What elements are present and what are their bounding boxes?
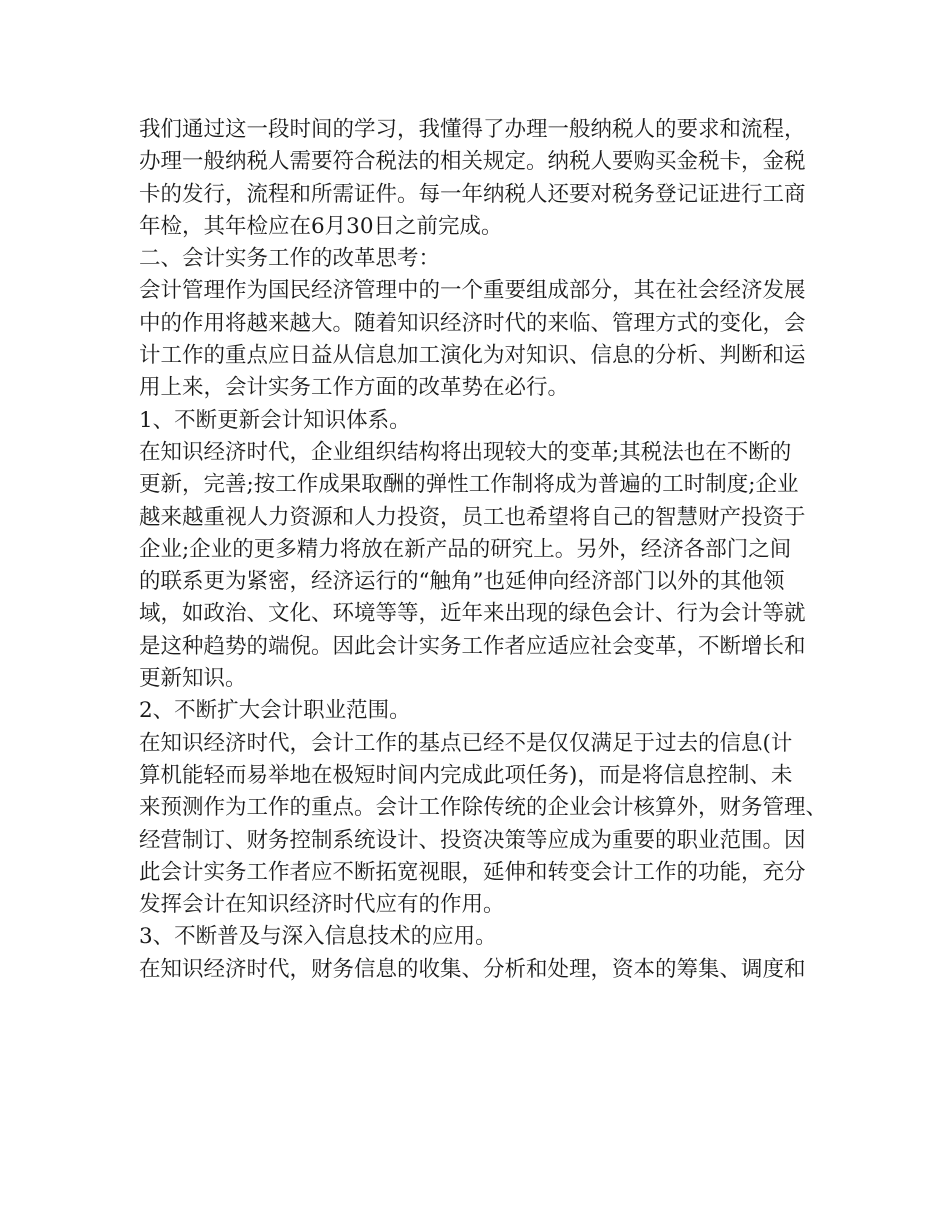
subsection-heading: 3、不断普及与深入信息技术的应用。 xyxy=(139,924,497,950)
body-line: 是这种趋势的端倪。因此会计实务工作者应适应社会变革，不断增长和 xyxy=(139,633,806,659)
document-body xyxy=(139,114,829,986)
body-line: 我们通过这一段时间的学习，我懂得了办理一般纳税人的要求和流程， xyxy=(139,117,806,142)
body-line: 会计管理作为国民经济管理中的一个重要组成部分，其在社会经济发展 xyxy=(139,278,806,304)
body-line: 更新，完善;按工作成果取酬的弹性工作制将成为普遍的工时制度;企业 xyxy=(139,472,799,498)
body-line: 办理一般纳税人需要符合税法的相关规定。纳税人要购买金税卡，金税 xyxy=(139,149,806,175)
body-line: 越来越重视人力资源和人力投资，员工也希望将自己的智慧财产投资于 xyxy=(139,504,806,530)
subsection-heading: 2、不断扩大会计职业范围。 xyxy=(139,698,411,724)
body-line: 此会计实务工作者应不断拓宽视眼，延伸和转变会计工作的功能，充分 xyxy=(139,859,806,885)
body-line: 在知识经济时代，会计工作的基点已经不是仅仅满足于过去的信息(计 xyxy=(139,730,793,756)
body-line: 中的作用将越来越大。随着知识经济时代的来临、管理方式的变化，会 xyxy=(139,310,806,336)
section-heading: 二、会计实务工作的改革思考： xyxy=(139,246,441,272)
subsection-heading: 1、不断更新会计知识体系。 xyxy=(139,407,411,433)
body-line: 计工作的重点应日益从信息加工演化为对知识、信息的分析、判断和运 xyxy=(139,343,806,369)
body-line: 算机能轻而易举地在极短时间内完成此项任务)，而是将信息控制、未 xyxy=(139,762,793,788)
body-line: 卡的发行，流程和所需证件。每一年纳税人还要对税务登记证进行工商 xyxy=(139,181,806,207)
body-line: 发挥会计在知识经济时代应有的作用。 xyxy=(139,892,505,918)
body-line: 在知识经济时代，财务信息的收集、分析和处理，资本的筹集、调度和 xyxy=(139,956,806,982)
body-line: 来预测作为工作的重点。会计工作除传统的企业会计核算外，财务管理、 xyxy=(139,795,828,821)
body-line: 经营制订、财务控制系统设计、投资决策等应成为重要的职业范围。因 xyxy=(139,827,806,853)
body-line: 企业;企业的更多精力将放在新产品的研究上。另外，经济各部门之间 xyxy=(139,536,792,562)
body-line: 年检，其年检应在6月30日之前完成。 xyxy=(139,213,503,239)
body-line: 更新知识。 xyxy=(139,666,247,692)
body-line: 用上来，会计实务工作方面的改革势在必行。 xyxy=(139,375,570,401)
body-line: 在知识经济时代，企业组织结构将出现较大的变革;其税法也在不断的 xyxy=(139,439,792,465)
body-line: 域，如政治、文化、环境等等，近年来出现的绿色会计、行为会计等就 xyxy=(139,601,806,627)
body-line: 的联系更为紧密，经济运行的“触角”也延伸向经济部门以外的其他领 xyxy=(139,569,785,595)
